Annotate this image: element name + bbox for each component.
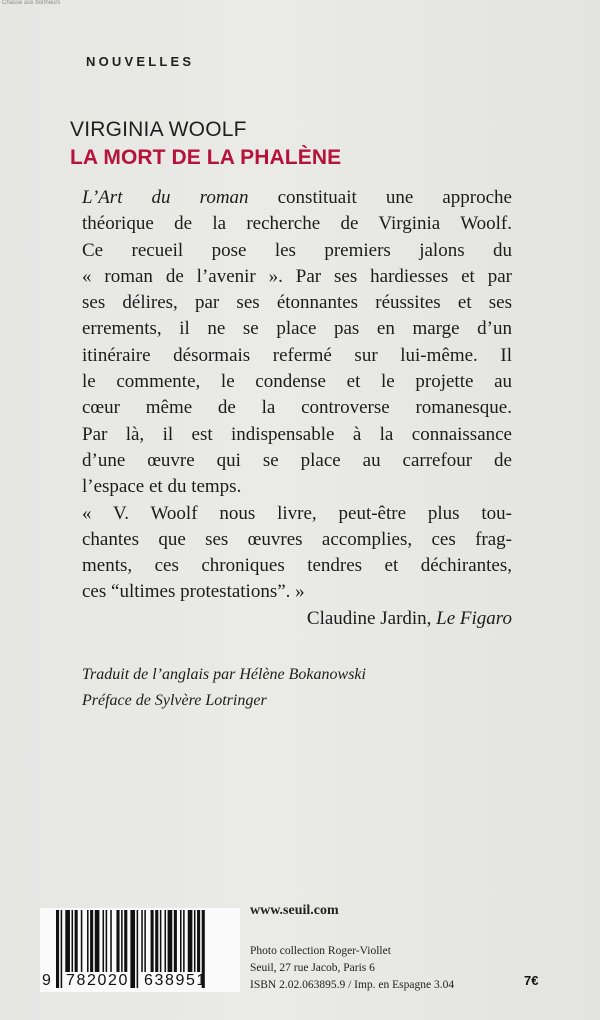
barcode-bar — [106, 910, 108, 972]
barcode-group-2: 638951 — [144, 972, 207, 989]
quote-line: chantes que ses œuvres accomplies, ces frag- — [82, 528, 512, 550]
price-label: 7€ — [524, 973, 539, 988]
publisher-website: www.seuil.com — [250, 903, 339, 918]
watermark-text: Chasse aux bonheurs — [2, 0, 61, 6]
barcode-bar — [87, 910, 89, 972]
barcode-bar — [124, 910, 127, 972]
credits — [82, 662, 512, 714]
barcode — [40, 908, 240, 992]
barcode-bar — [165, 910, 167, 972]
quote-line: ments, ces chroniques tendres et déchirantes, — [82, 555, 512, 577]
blurb-line: Par là, il est indispensable à la connaissance — [82, 423, 512, 445]
series-label: NOUVELLES — [86, 54, 195, 69]
blurb-line: théorique de la recherche de Virginia Woolf. — [82, 213, 512, 235]
barcode-first-digit: 9 — [42, 972, 51, 989]
publisher-info — [250, 943, 454, 994]
barcode-bar — [121, 910, 123, 972]
barcode-bar — [65, 910, 70, 972]
blurb-book-reference: L’Art du roman — [82, 187, 249, 208]
barcode-bar — [194, 910, 196, 972]
barcode-bar — [151, 910, 154, 972]
author-name: VIRGINIA WOOLF — [70, 118, 247, 141]
book-title: LA MORT DE LA PHALÈNE — [70, 146, 342, 169]
barcode-bar — [75, 910, 78, 972]
publisher-address: Seuil, 27 rue Jacob, Paris 6 — [250, 962, 375, 974]
blurb-line: ses délires, par ses étonnantes réussites et ses — [82, 292, 512, 314]
blurb-line: l’espace et du temps. — [82, 476, 242, 498]
barcode-bar — [197, 910, 200, 972]
blurb-line: le commente, le condense et le projette au — [82, 371, 512, 393]
quote-line: ces “ultimes protestations”. » — [82, 581, 305, 603]
blurb-line: « roman de l’avenir ». Par ses hardiesses et par — [82, 265, 512, 287]
translator-credit: Traduit de l’anglais par Hélène Bokanowski — [82, 666, 366, 683]
barcode-bar — [180, 910, 182, 972]
blurb-line: Ce recueil pose les premiers jalons du — [82, 239, 512, 261]
quote-line: « V. Woolf nous livre, peut-être plus tou- — [82, 502, 512, 524]
barcode-bar — [160, 910, 162, 972]
blurb-line: errements, il ne se place pas en marge d’un — [82, 318, 512, 340]
barcode-bar — [90, 910, 93, 972]
blurb-line — [82, 185, 512, 211]
blurb-line: itinéraire désormais refermé sur lui-même. Il — [82, 344, 512, 366]
barcode-bar — [168, 910, 173, 972]
barcode-bar — [95, 910, 100, 972]
barcode-bar — [141, 910, 143, 972]
blurb — [82, 185, 512, 632]
blurb-line: d’une œuvre qui se place au carrefour de — [82, 449, 512, 471]
photo-credit: Photo collection Roger-Viollet — [250, 945, 391, 957]
quote-attribution — [82, 606, 512, 632]
barcode-bar — [183, 910, 185, 972]
barcode-digits — [40, 972, 240, 994]
blurb-line: cœur même de la controverse romanesque. — [82, 397, 512, 419]
blurb-line-rest: constituait une approche — [277, 187, 512, 208]
attribution-name: Claudine Jardin, — [306, 607, 432, 629]
barcode-bar — [72, 910, 74, 972]
preface-credit: Préface de Sylvère Lotringer — [82, 692, 267, 709]
barcode-bar — [174, 910, 177, 972]
barcode-bar — [103, 910, 105, 972]
barcode-bar — [155, 910, 158, 972]
barcode-group-1: 782020 — [66, 972, 129, 989]
attribution-source: Le Figaro — [436, 607, 512, 629]
isbn-line: ISBN 2.02.063895.9 / Imp. en Espagne 3.04 — [250, 979, 455, 991]
barcode-bar — [81, 910, 83, 972]
barcode-bar — [110, 910, 112, 972]
barcode-bar — [188, 910, 193, 972]
barcode-bar — [144, 910, 146, 972]
barcode-bar — [116, 910, 119, 972]
